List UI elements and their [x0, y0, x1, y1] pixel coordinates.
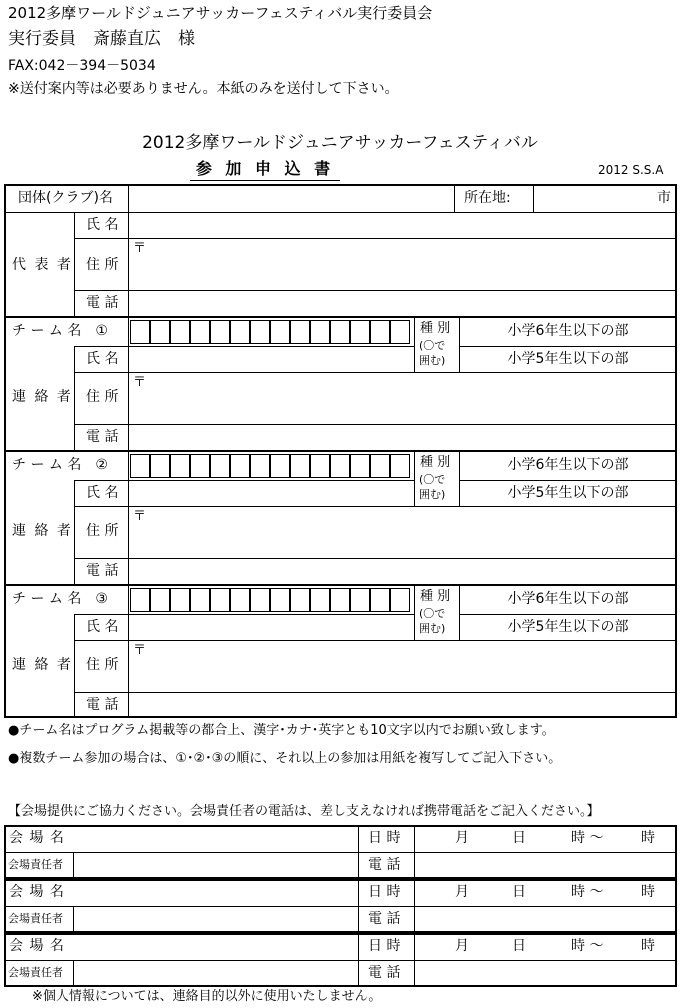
category-option-5th-label: 小学5年生以下の部 — [507, 619, 629, 635]
contact-label: 連 絡 者 — [12, 523, 73, 539]
month-label: 月 — [455, 830, 469, 846]
team-name-char-box[interactable] — [310, 588, 330, 612]
category-option-5th-label: 小学5年生以下の部 — [507, 485, 629, 501]
privacy-note: ※個人情報については、連絡目的以外に使用いたしません。 — [32, 989, 382, 1004]
club-name-field[interactable] — [130, 187, 452, 211]
category-option-5th-label: 小学5年生以下の部 — [507, 351, 629, 367]
datetime-label: 日 時 — [368, 830, 401, 846]
team-name-char-box[interactable] — [290, 320, 310, 344]
form-code: 2012 S.S.A — [598, 163, 664, 177]
venue-phone-label: 電 話 — [368, 857, 401, 873]
rep-address-label: 住 所 — [86, 257, 119, 273]
venue-phone-label: 電 話 — [368, 965, 401, 981]
venue-name-field[interactable] — [90, 935, 356, 959]
team-name-char-box[interactable] — [330, 588, 350, 612]
team-name-char-box[interactable] — [310, 320, 330, 344]
day-label: 日 — [512, 884, 526, 900]
venue-notice: 【会場提供にご協力ください。会場責任者の電話は、差し支えなければ携帯電話をご記入ください。】 — [8, 804, 600, 819]
team-name-char-box[interactable] — [250, 320, 270, 344]
representative-label: 代 表 者 — [12, 257, 73, 273]
category-hint: (〇で — [419, 473, 446, 486]
team-name-char-box[interactable] — [350, 320, 370, 344]
venue-manager-field[interactable] — [75, 853, 356, 877]
venue-name-label: 会 場 名 — [9, 830, 65, 846]
team-name-char-box[interactable] — [170, 320, 190, 344]
contact-name-label: 氏 名 — [86, 485, 119, 501]
rep-address-field[interactable] — [130, 239, 675, 289]
team-name-char-box[interactable] — [310, 454, 330, 478]
team-name-char-box[interactable] — [130, 320, 150, 344]
team-name-char-box[interactable] — [350, 588, 370, 612]
time-from-label: 時 ～ — [571, 884, 604, 900]
team-name-char-box[interactable] — [330, 454, 350, 478]
team-name-char-box[interactable] — [210, 454, 230, 478]
team-name-char-box[interactable] — [350, 454, 370, 478]
team-name-label: チ ー ム 名 ③ — [12, 591, 108, 607]
venue-name-label: 会 場 名 — [9, 884, 65, 900]
venue-manager-field[interactable] — [75, 961, 356, 985]
team-name-char-box[interactable] — [130, 454, 150, 478]
location-label: 所在地: — [464, 190, 511, 206]
datetime-label: 日 時 — [368, 938, 401, 954]
time-from-label: 時 ～ — [571, 830, 604, 846]
team-name-char-box[interactable] — [230, 588, 250, 612]
team-name-char-box[interactable] — [390, 320, 410, 344]
team-name-char-box[interactable] — [170, 454, 190, 478]
venue-manager-label: 会場責任者 — [8, 858, 63, 871]
contact-label: 連 絡 者 — [12, 657, 73, 673]
category-label: 種 別 — [420, 455, 451, 470]
category-option-6th-label: 小学6年生以下の部 — [507, 323, 629, 339]
month-label: 月 — [455, 884, 469, 900]
club-name-label: 団体(クラブ)名 — [18, 190, 113, 206]
venue-phone-field[interactable] — [416, 961, 675, 985]
team-name-char-box[interactable] — [370, 320, 390, 344]
category-option-6th-label: 小学6年生以下の部 — [507, 457, 629, 473]
location-field[interactable] — [535, 187, 653, 211]
month-label: 月 — [455, 938, 469, 954]
contact-phone-label: 電 話 — [86, 563, 119, 579]
category-label: 種 別 — [420, 321, 451, 336]
time-to-label: 時 — [641, 938, 655, 954]
day-label: 日 — [512, 830, 526, 846]
datetime-label: 日 時 — [368, 884, 401, 900]
contact-phone-label: 電 話 — [86, 429, 119, 445]
addressee: 実行委員 斎藤直広 様 — [8, 29, 195, 49]
note-multiple-teams: ●複数チーム参加の場合は、①･②･③の順に、それ以上の参加は用紙を複写してご記入下さい。 — [8, 751, 562, 766]
category-label: 種 別 — [420, 589, 451, 604]
contact-address-label: 住 所 — [86, 389, 119, 405]
team-name-char-box[interactable] — [170, 588, 190, 612]
venue-name-field[interactable] — [90, 827, 356, 851]
city-label: 市 — [657, 190, 671, 206]
team-name-char-box[interactable] — [290, 454, 310, 478]
contact-address-field[interactable] — [130, 641, 675, 691]
time-from-label: 時 ～ — [571, 938, 604, 954]
rep-postal-mark: 〒 — [133, 241, 147, 256]
team-name-char-box[interactable] — [250, 588, 270, 612]
rep-phone-label: 電 話 — [86, 295, 119, 311]
contact-address-field[interactable] — [130, 373, 675, 423]
venue-name-field[interactable] — [90, 881, 356, 905]
venue-manager-label: 会場責任者 — [8, 966, 63, 979]
venue-phone-field[interactable] — [416, 853, 675, 877]
contact-postal-mark: 〒 — [133, 509, 147, 524]
team-name-char-box[interactable] — [210, 320, 230, 344]
contact-phone-field[interactable] — [130, 425, 675, 449]
contact-phone-field[interactable] — [130, 559, 675, 583]
venue-manager-field[interactable] — [75, 907, 356, 931]
team-name-char-box[interactable] — [330, 320, 350, 344]
team-name-char-box[interactable] — [270, 588, 290, 612]
category-hint: 囲む) — [419, 488, 446, 501]
category-hint: 囲む) — [419, 354, 446, 367]
note-team-name: ●チーム名はプログラム掲載等の都合上、漢字･カナ･英字とも10文字以内でお願い致します。 — [8, 723, 555, 738]
category-option-6th-label: 小学6年生以下の部 — [507, 591, 629, 607]
rep-name-label: 氏 名 — [86, 217, 119, 233]
team-name-char-box[interactable] — [190, 588, 210, 612]
fax-number: FAX:042－394－5034 — [8, 58, 156, 74]
team-name-char-box[interactable] — [370, 454, 390, 478]
contact-phone-label: 電 話 — [86, 697, 119, 713]
contact-name-label: 氏 名 — [86, 351, 119, 367]
team-name-char-box[interactable] — [390, 588, 410, 612]
contact-phone-field[interactable] — [130, 693, 675, 717]
contact-name-field[interactable] — [130, 347, 413, 371]
team-name-char-box[interactable] — [270, 320, 290, 344]
category-hint: (〇で — [419, 607, 446, 620]
contact-name-label: 氏 名 — [86, 619, 119, 635]
team-name-char-box[interactable] — [230, 320, 250, 344]
venue-name-label: 会 場 名 — [9, 938, 65, 954]
category-hint: (〇で — [419, 339, 446, 352]
time-to-label: 時 — [641, 830, 655, 846]
team-name-char-box[interactable] — [210, 588, 230, 612]
contact-postal-mark: 〒 — [133, 375, 147, 390]
category-hint: 囲む) — [419, 622, 446, 635]
send-note: ※送付案内等は必要ありません。本紙のみを送付して下さい。 — [8, 81, 399, 97]
contact-name-field[interactable] — [130, 481, 413, 505]
team-name-char-box[interactable] — [150, 320, 170, 344]
team-name-char-box[interactable] — [150, 588, 170, 612]
team-name-char-box[interactable] — [250, 454, 270, 478]
team-name-char-box[interactable] — [190, 320, 210, 344]
contact-address-label: 住 所 — [86, 657, 119, 673]
contact-label: 連 絡 者 — [12, 389, 73, 405]
team-name-label: チ ー ム 名 ② — [12, 457, 108, 473]
team-name-char-box[interactable] — [150, 454, 170, 478]
venue-phone-field[interactable] — [416, 907, 675, 931]
contact-address-field[interactable] — [130, 507, 675, 557]
form-subtitle: 参 加 申 込 書 — [195, 159, 335, 178]
venue-manager-label: 会場責任者 — [8, 912, 63, 925]
team-name-label: チ ー ム 名 ① — [12, 323, 108, 339]
rep-name-field[interactable] — [130, 213, 675, 237]
rep-phone-field[interactable] — [130, 291, 675, 315]
team-name-char-box[interactable] — [390, 454, 410, 478]
team-name-char-box[interactable] — [130, 588, 150, 612]
form-title: 2012多摩ワールドジュニアサッカーフェスティバル — [142, 133, 538, 153]
team-name-char-box[interactable] — [370, 588, 390, 612]
venue-phone-label: 電 話 — [368, 911, 401, 927]
team-name-char-box[interactable] — [270, 454, 290, 478]
contact-address-label: 住 所 — [86, 523, 119, 539]
team-name-char-box[interactable] — [230, 454, 250, 478]
time-to-label: 時 — [641, 884, 655, 900]
day-label: 日 — [512, 938, 526, 954]
team-name-char-box[interactable] — [190, 454, 210, 478]
team-name-char-box[interactable] — [290, 588, 310, 612]
organizer-name: 2012多摩ワールドジュニアサッカーフェスティバル実行委員会 — [8, 4, 433, 22]
contact-postal-mark: 〒 — [133, 643, 147, 658]
contact-name-field[interactable] — [130, 615, 413, 639]
